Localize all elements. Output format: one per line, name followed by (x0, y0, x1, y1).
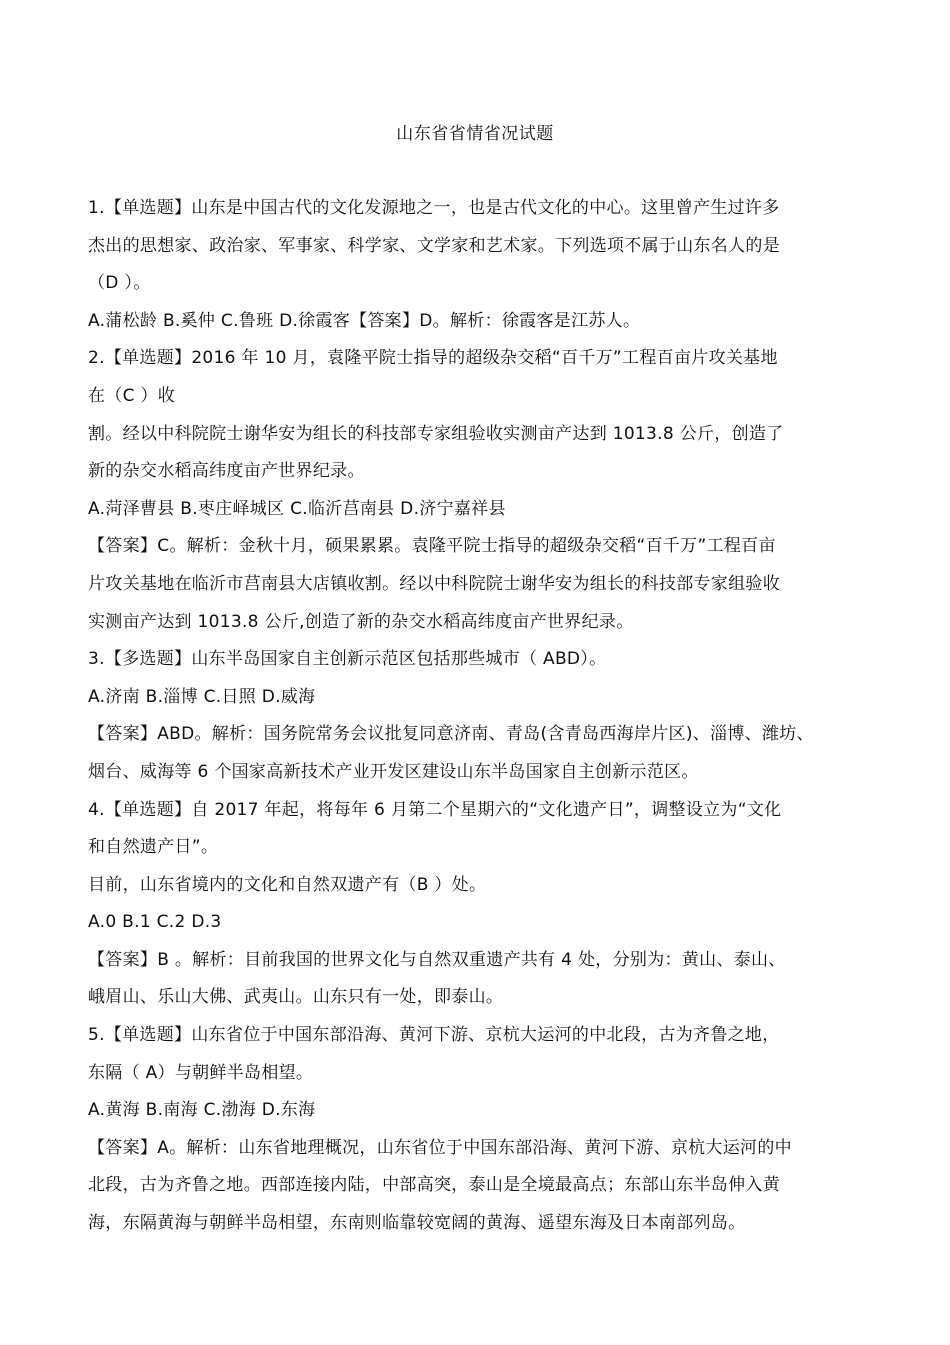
text-line: A.蒲松龄 B.奚仲 C.鲁班 D.徐霞客【答案】D。解析：徐霞客是江苏人。 (88, 310, 641, 331)
text-line: 5.【单选题】山东省位于中国东部沿海、黄河下游、京杭大运河的中北段，古为齐鲁之地， (88, 1025, 780, 1046)
text-line: 实测亩产达到 1013.8 公斤,创造了新的杂交水稻高纬度亩产世界纪录。 (88, 611, 634, 632)
text-line: A.0 B.1 C.2 D.3 (88, 912, 222, 933)
text-line: A.济南 B.淄博 C.日照 D.威海 (88, 686, 316, 707)
text-line: 1.【单选题】山东是中国古代的文化发源地之一，也是古代文化的中心。这里曾产生过许多 (88, 198, 780, 218)
text-line: 【答案】ABD。解析：国务院常务会议批复同意济南、青岛(含青岛西海岸片区)、淄博、潍坊、 (88, 724, 814, 745)
text-line: 海，东隔黄海与朝鲜半岛相望，东南则临靠较宽阔的黄海、遥望东海及日本南部列岛。 (88, 1213, 746, 1234)
document-body (88, 190, 868, 1243)
text-line: 【答案】B 。解析：目前我国的世界文化与自然双重遗产共有 4 处，分别为：黄山、泰山、 (88, 949, 786, 970)
text-line: 【答案】C。解析：金秋十月，硕果累累。袁隆平院士指导的超级杂交稻“百千万”工程百亩 (88, 536, 776, 557)
text-line: 割。经以中科院院士谢华安为组长的科技部专家组验收实测亩产达到 1013.8 公斤，创造了 (88, 423, 784, 444)
text-line: 【答案】A。解析：山东省地理概况，山东省位于中国东部沿海、黄河下游、京杭大运河的中 (88, 1137, 792, 1158)
text-line: 3.【多选题】山东半岛国家自主创新示范区包括那些城市（ ABD）。 (88, 649, 607, 670)
text-line: 片攻关基地在临沂市莒南县大店镇收割。经以中科院院士谢华安为组长的科技部专家组验收 (88, 573, 780, 594)
text-line: 新的杂交水稻高纬度亩产世界纪录。 (88, 461, 365, 482)
text-line: 目前，山东省境内的文化和自然双遗产有（B ）处。 (88, 874, 487, 895)
text-line: 烟台、威海等 6 个国家高新技术产业开发区建设山东半岛国家自主创新示范区。 (88, 761, 699, 782)
text-line: 杰出的思想家、政治家、军事家、科学家、文学家和艺术家。下列选项不属于山东名人的是 (88, 235, 780, 256)
text-line: 东隔（ A）与朝鲜半岛相望。 (88, 1062, 314, 1083)
text-line: A.菏泽曹县 B.枣庄峄城区 C.临沂莒南县 D.济宁嘉祥县 (88, 498, 506, 519)
text-line: 和自然遗产日”。 (88, 837, 219, 858)
document-title: 山东省省情省况试题 (396, 124, 554, 144)
text-line: （D ）。 (88, 273, 151, 294)
text-line: 4.【单选题】自 2017 年起，将每年 6 月第二个星期六的“文化遗产日”，调整设立为“文化 (88, 799, 782, 820)
text-line: 峨眉山、乐山大佛、武夷山。山东只有一处，即泰山。 (88, 987, 504, 1008)
text-line: A.黄海 B.南海 C.渤海 D.东海 (88, 1100, 316, 1121)
text-line: 在（C ）收 (88, 385, 176, 406)
text-line: 2.【单选题】2016 年 10 月，袁隆平院士指导的超级杂交稻“百千万”工程百亩片攻关基地 (88, 348, 778, 369)
text-line: 北段，古为齐鲁之地。西部连接内陆，中部高突，泰山是全境最高点；东部山东半岛伸入黄 (88, 1175, 780, 1196)
